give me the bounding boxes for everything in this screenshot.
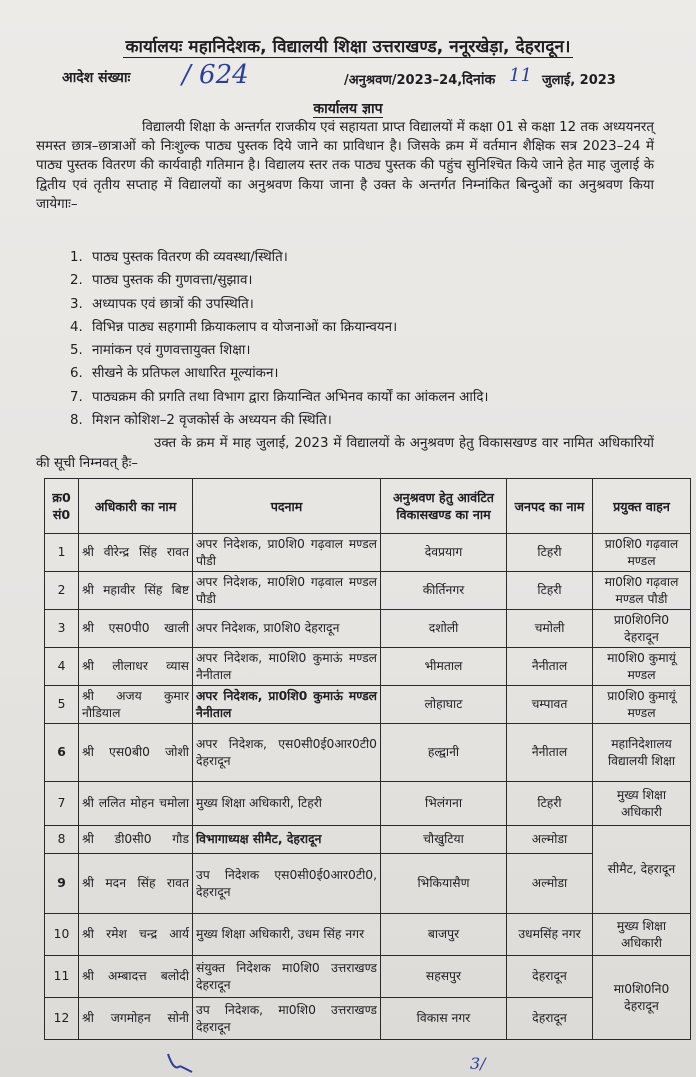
order-reference: /अनुश्रवण/2023–24, — [344, 73, 463, 88]
table-row — [45, 686, 691, 724]
table-row — [45, 534, 691, 572]
cell-name: श्री एस0बी0 जोशी — [79, 724, 193, 782]
cell-district: देहरादून — [507, 998, 593, 1040]
cell-designation: मुख्य शिक्षा अधिकारी, टिहरी — [193, 782, 381, 826]
cell-district: टिहरी — [507, 534, 593, 572]
cell-vehicle: प्रा0शि0 गढ़वाल मण्डल — [593, 534, 691, 572]
cell-name: श्री मदन सिंह रावत — [79, 854, 193, 914]
header-serial: क्र0 सं0 — [45, 479, 79, 534]
table-row — [45, 826, 691, 854]
table-row — [45, 956, 691, 998]
list-item: 6. सीखने के प्रतिफल आधारित मूल्यांकन। — [70, 366, 279, 382]
cell-block: चौखुटिया — [381, 826, 507, 854]
cell-designation: अपर निदेशक, एस0सी0ई0आर0टी0 देहरादून — [193, 724, 381, 782]
cell-serial: 2 — [45, 572, 79, 610]
cell-name: श्री लीलाधर व्यास — [79, 648, 193, 686]
cell-serial: 9 — [45, 854, 79, 914]
cell-district: देहरादून — [507, 956, 593, 998]
list-item: 1. पाठ्य पुस्तक वितरण की व्यवस्था/स्थिति। — [70, 250, 288, 265]
table-header-row — [45, 479, 691, 534]
header-block: अनुश्रवण हेतु आवंटित विकासखण्ड का नाम — [381, 479, 507, 534]
cell-serial: 1 — [45, 534, 79, 572]
memo-heading — [0, 99, 696, 118]
table-row — [45, 610, 691, 648]
monitoring-points-list — [70, 246, 670, 432]
cell-block: भिकियासैण — [381, 854, 507, 914]
cell-vehicle: महानिदेशालय विद्यालयी शिक्षा — [593, 724, 691, 782]
cell-vehicle: प्रा0शि0नि0 देहरादून — [593, 610, 691, 648]
header-designation: पदनाम — [193, 479, 381, 534]
cell-name: श्री एस0पी0 खाली — [79, 610, 193, 648]
cell-vehicle: मा0शि0 गढ़वाल मण्डल पौडी — [593, 572, 691, 610]
cell-block: सहसपुर — [381, 956, 507, 998]
cell-designation: संयुक्त निदेशक मा0शि0 उत्तराखण्ड देहरादून — [193, 956, 381, 998]
cell-name: श्री वीरेन्द्र सिंह रावत — [79, 534, 193, 572]
cell-designation: अपर निदेशक, प्रा0शि0 गढ़वाल मण्डल पौडी — [193, 534, 381, 572]
table-row — [45, 724, 691, 782]
cell-designation: विभागाध्यक्ष सीमैट, देहरादून — [193, 826, 381, 854]
header-vehicle: प्रयुक्त वाहन — [593, 479, 691, 534]
cell-block: कीर्तिनगर — [381, 572, 507, 610]
cell-designation: मुख्य शिक्षा अधिकारी, उधम सिंह नगर — [193, 914, 381, 956]
cell-designation: अपर निदेशक, मा0शि0 गढ़वाल मण्डल पौडी — [193, 572, 381, 610]
second-paragraph: उक्त के क्रम में माह जुलाई, 2023 में विद्यालयों के अनुश्रवण हेतु विकासखण्ड वार नामित अधिकारियों की सूची निम्नवत् हैः– — [36, 436, 654, 471]
cell-designation: अपर निदेशक, प्रा0शि0 कुमाऊं मण्डल नैनीताल — [193, 686, 381, 724]
officers-table — [44, 478, 691, 1040]
header-officer-name: अधिकारी का नाम — [79, 479, 193, 534]
cell-district: अल्मोडा — [507, 854, 593, 914]
office-header — [0, 34, 696, 57]
table-row — [45, 572, 691, 610]
cell-serial: 10 — [45, 914, 79, 956]
cell-district: टिहरी — [507, 572, 593, 610]
date-label: दिनांक — [462, 72, 496, 88]
list-item: 3. अध्यापक एवं छात्रों की उपस्थिति। — [70, 296, 254, 312]
cell-serial: 12 — [45, 998, 79, 1040]
list-item: 4. विभिन्न पाठ्य सहगामी क्रियाकलाप व योजनाओं का क्रियान्वयन। — [70, 319, 398, 335]
date-day-handwritten: 11 — [509, 65, 532, 86]
cell-district: चमोली — [507, 610, 593, 648]
cell-vehicle: मा0शि0नि0 देहरादून — [593, 956, 691, 1040]
date-month-year: जुलाई, 2023 — [542, 73, 616, 88]
cell-vehicle: सीमैट, देहरादून — [593, 826, 691, 914]
cell-designation: अपर निदेशक, मा0शि0 कुमाऊं मण्डल नैनीताल — [193, 648, 381, 686]
order-line — [62, 60, 682, 92]
cell-district: उधमसिंह नगर — [507, 914, 593, 956]
cell-district: नैनीताल — [507, 724, 593, 782]
list-item: 5. नामांकन एवं गुणवत्तायुक्त शिक्षा। — [70, 343, 251, 359]
order-label: आदेश संख्याः — [62, 70, 131, 86]
cell-serial: 6 — [45, 724, 79, 782]
intro-paragraph: विद्यालयी शिक्षा के अन्तर्गत राजकीय एवं सहायता प्राप्त विद्यालयों में कक्षा 01 से कक्षा 12 तक अध्ययनरत् समस्त छात्र–छात्राओं को निःशुल्क पाठ्य पुस्तक दिये जाने का प्राविधान है। जिसके क्रम में वर्तमान शैक्षिक सत्र 2023–24 में पाठ्य पुस्तक वितरण की कार्यवाही गतिमान है। विद्यालय स्तर तक पाठ्य पुस्तक की पहुंच सुनिश्चित किये जाने हेत माह जुलाई के द्वितीय एवं तृतीय सप्ताह में विद्यालयों का अनुश्रवण किया जाना है उक्त के अन्तर्गत निम्नांकित बिन्दुओं का अनुश्रवण किया जायेगाः– — [36, 120, 654, 212]
header-district: जनपद का नाम — [507, 479, 593, 534]
cell-vehicle: प्रा0शि0 कुमायूं मण्डल — [593, 686, 691, 724]
cell-serial: 8 — [45, 826, 79, 854]
list-item: 2. पाठ्य पुस्तक की गुणवत्ता/सुझाव। — [70, 273, 253, 289]
second-paragraph-block — [36, 434, 654, 474]
cell-district: टिहरी — [507, 782, 593, 826]
list-item: 8. मिशन कोशिश–2 वृजकोर्स के अध्ययन की स्थिति। — [70, 413, 332, 429]
cell-district: अल्मोडा — [507, 826, 593, 854]
cell-name: श्री महावीर सिंह बिष्ट — [79, 572, 193, 610]
cell-vehicle: मा0शि0 कुमायूं मण्डल — [593, 648, 691, 686]
cell-name: श्री जगमोहन सोनी — [79, 998, 193, 1040]
table-row — [45, 782, 691, 826]
cell-designation: उप निदेशक, मा0शि0 उत्तराखण्ड देहरादून — [193, 998, 381, 1040]
cell-serial: 5 — [45, 686, 79, 724]
cell-name: श्री ललित मोहन चमोला — [79, 782, 193, 826]
cell-serial: 7 — [45, 782, 79, 826]
cell-vehicle: मुख्य शिक्षा अधिकारी — [593, 782, 691, 826]
office-title: कार्यालयः महानिदेशक, विद्यालयी शिक्षा उत्तराखण्ड, ननूरखेड़ा, देहरादून। — [125, 37, 571, 57]
cell-serial: 11 — [45, 956, 79, 998]
cell-name: श्री अम्बादत्त बलोदी — [79, 956, 193, 998]
pen-mark-icon — [162, 1050, 222, 1076]
cell-block: हल्द्वानी — [381, 724, 507, 782]
cell-vehicle: मुख्य शिक्षा अधिकारी — [593, 914, 691, 956]
table-row — [45, 648, 691, 686]
memo-title: कार्यालय ज्ञाप — [313, 101, 383, 117]
cell-block: लोहाघाट — [381, 686, 507, 724]
cell-block: देवप्रयाग — [381, 534, 507, 572]
cell-block: दशोली — [381, 610, 507, 648]
cell-serial: 4 — [45, 648, 79, 686]
cell-district: नैनीताल — [507, 648, 593, 686]
cell-serial: 3 — [45, 610, 79, 648]
order-number-handwritten: / 624 — [182, 60, 249, 90]
cell-district: चम्पावत — [507, 686, 593, 724]
page-mark-handwritten: 3/ — [470, 1054, 486, 1073]
list-item: 7. पाठ्यक्रम की प्रगति तथा विभाग द्वारा क्रियान्वित अभिनव कार्यों का आंकलन आदि। — [70, 389, 489, 405]
cell-block: भीमताल — [381, 648, 507, 686]
table-row — [45, 914, 691, 956]
cell-name: श्री रमेश चन्द्र आर्य — [79, 914, 193, 956]
cell-name: श्री डी0सी0 गौड — [79, 826, 193, 854]
cell-name: श्री अजय कुमार नौडियाल — [79, 686, 193, 724]
cell-block: बाजपुर — [381, 914, 507, 956]
cell-block: विकास नगर — [381, 998, 507, 1040]
cell-designation: अपर निदेशक, प्रा0शि0 देहरादून — [193, 610, 381, 648]
intro-paragraph-block — [36, 118, 654, 214]
cell-block: भिलंगना — [381, 782, 507, 826]
cell-designation: उप निदेशक एस0सी0ई0आर0टी0, देहरादून — [193, 854, 381, 914]
